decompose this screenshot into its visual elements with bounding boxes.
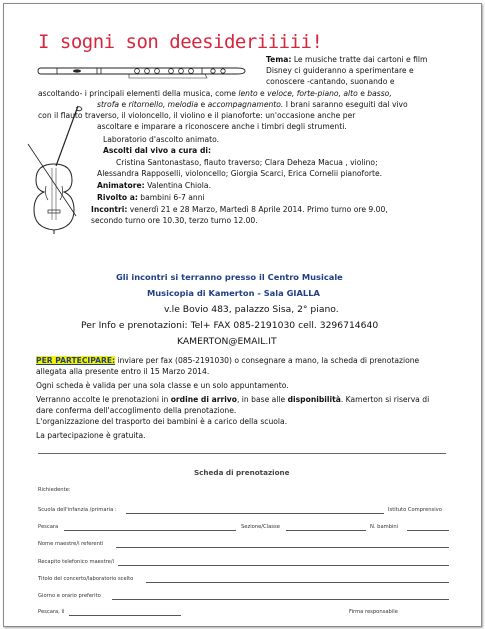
animatore: Animatore: Valentina Chiola. <box>97 181 211 190</box>
tema-line-4: ascoltando- i principali elementi della musica, come lento e veloce, forte-piano, alto e basso, <box>38 89 392 98</box>
tema-line-5: strofa e ritornello, melodia e accompagnamento. I brani saranno eseguiti dal vivo <box>97 100 408 109</box>
cello-icon <box>26 104 84 234</box>
giorno-field[interactable] <box>112 599 449 600</box>
date-field[interactable] <box>69 615 181 616</box>
venue-email: KAMERTON@EMAIL.IT <box>177 336 277 347</box>
ascolti-label: Ascolti dal vivo a cura di: <box>103 146 212 155</box>
sezione-field[interactable] <box>286 530 366 531</box>
incontri-line-1: Incontri: venerdì 21 e 28 Marzo, Martedì 8 Aprile 2014. Primo turno ore 9.00, <box>91 205 388 214</box>
recapito-label: Recapito telefonico maestre/i <box>38 559 115 565</box>
rivolto: Rivolto a: bambini 6-7 anni <box>97 193 205 202</box>
lab-text: Laboratorio d'ascolto animato. <box>103 135 220 144</box>
scuola-field[interactable] <box>126 513 384 514</box>
venue-line-1: Gli incontri si terranno presso il Centro Musicale <box>116 272 343 282</box>
nbambini-label: N. bambini <box>370 524 399 530</box>
tema-line-2: Disney ci guideranno a sperimentare e <box>266 66 414 75</box>
nome-label: Nome maestre/i referenti <box>38 541 104 547</box>
partecipare-line-6: L'organizzazione del trasporto dei bambini è a carico della scuola. <box>36 417 288 426</box>
ascolti-line-2: Alessandra Rapposelli, violoncello; Giorgia Scarci, Erica Cornelii pianoforte. <box>97 169 383 178</box>
tema-line-1: Tema: Le musiche tratte dai cartoni e film <box>266 55 428 64</box>
tema-line-7: ascoltare e imparare a riconoscere anche i timbri degli strumenti. <box>97 122 347 131</box>
partecipare-line-3: Ogni scheda è valida per una sola classe e un solo appuntamento. <box>36 381 289 390</box>
nbambini-field[interactable] <box>407 530 449 531</box>
incontri-line-2: secondo turno ore 10.30, terzo turno 12.00. <box>91 216 258 225</box>
recapito-field[interactable] <box>118 565 449 566</box>
titolo-field[interactable] <box>146 582 449 583</box>
partecipare-line-4: Verranno accolte le prenotazioni in ordine di arrivo, in base alle disponibilità. Kamerton si riserva di <box>36 395 430 404</box>
tema-line-6: con il flauto traverso, il violoncello, il violino e il pianoforte: un'occasione anche per <box>38 111 356 120</box>
document-page <box>3 3 482 627</box>
venue-address: v.le Bovio 483, palazzo Sisa, 2° piano. <box>164 304 339 315</box>
form-title: Scheda di prenotazione <box>194 468 290 477</box>
ascolti-line-1: Cristina Santonastaso, flauto traverso; Clara Deheza Macua , violino; <box>116 158 378 167</box>
venue-contacts: Per Info e prenotazioni: Tel+ FAX 085-2191030 cell. 3296714640 <box>81 320 379 331</box>
sezione-label: Sezione/Classe <box>241 524 280 530</box>
section-divider <box>38 453 446 454</box>
scuola-label: Scuola dell'infanzia /primaria : <box>38 507 117 513</box>
page-title: I sogni son deesideriiiii! <box>38 31 323 53</box>
nome-field[interactable] <box>116 547 449 548</box>
pescara-label: Pescara <box>38 524 59 530</box>
pescara-li-label: Pescara, lì <box>38 609 65 615</box>
istituto-label: Istituto Comprensivo <box>388 507 442 513</box>
giorno-label: Giorno e orario preferito <box>38 593 101 599</box>
pescara-field[interactable] <box>64 530 236 531</box>
partecipare-line-5: dare conferma dell'accoglimento della prenotazione. <box>36 406 237 415</box>
tema-line-3: conoscere -cantando, suonando e <box>266 77 395 86</box>
venue-line-2: Musicopia di Kamerton - Sala GIALLA <box>147 288 320 298</box>
firma-label: Firma responsabile <box>349 609 398 615</box>
titolo-label: Titolo del concerto/laboratorio scelto <box>38 576 134 582</box>
richiedente-label: Richiedente: <box>38 487 71 493</box>
partecipare-line-1: PER PARTECIPARE: inviare per fax (085-2191030) o consegnare a mano, la scheda di prenotazione <box>36 356 420 365</box>
partecipare-line-7: La partecipazione è gratuita. <box>36 431 146 440</box>
flute-icon <box>37 60 249 82</box>
partecipare-line-2: allegata alla presente entro il 15 Marzo 2014. <box>36 367 210 376</box>
